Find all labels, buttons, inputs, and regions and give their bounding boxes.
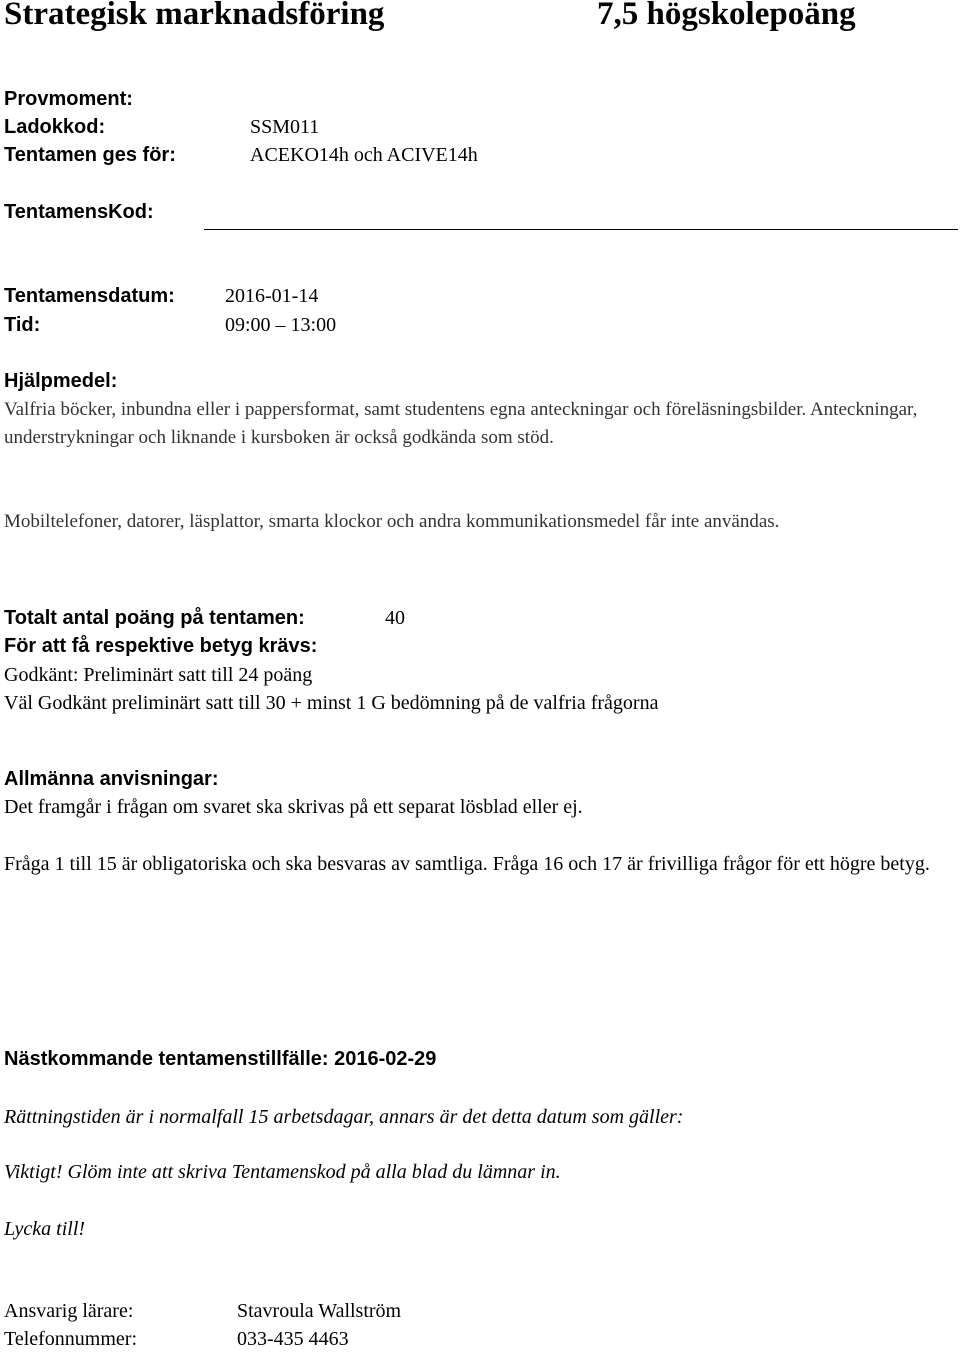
time-value: 09:00 – 13:00 <box>225 314 337 336</box>
aids-heading: Hjälpmedel: <box>4 370 118 392</box>
time-label: Tid: <box>4 314 41 336</box>
exam-code-field[interactable] <box>204 229 958 230</box>
instructions-line-2: Fråga 1 till 15 är obligatoriska och ska besvaras av samtliga. Fråga 16 och 17 är frivilliga frågor för ett högre betyg. <box>4 853 930 875</box>
date-label: Tentamensdatum: <box>4 285 175 307</box>
ladokkod-label: Ladokkod: <box>4 116 106 138</box>
given-for-label: Tentamen ges för: <box>4 144 176 166</box>
aids-paragraph-2: Mobiltelefoner, datorer, läsplattor, smarta klockor och andra kommunikationsmedel får inte användas. <box>4 511 780 532</box>
teacher-name: Stavroula Wallström <box>237 1300 402 1322</box>
good-luck: Lycka till! <box>4 1218 86 1240</box>
distinction-requirement: Väl Godkänt preliminärt satt till 30 + minst 1 G bedömning på de valfria frågorna <box>4 692 659 714</box>
instructions-line-1: Det framgår i frågan om svaret ska skrivas på ett separat lösblad eller ej. <box>4 796 583 818</box>
pass-requirement: Godkänt: Preliminärt satt till 24 poäng <box>4 664 313 686</box>
provmoment-label: Provmoment: <box>4 88 133 110</box>
date-value: 2016-01-14 <box>225 285 319 307</box>
teacher-label: Ansvarig lärare: <box>4 1300 134 1322</box>
phone-number: 033-435 4463 <box>237 1328 349 1350</box>
grade-requirements-label: För att få respektive betyg krävs: <box>4 635 318 657</box>
instructions-heading: Allmänna anvisningar: <box>4 768 219 790</box>
correction-note: Rättningstiden är i normalfall 15 arbetsdagar, annars är det detta datum som gäller: <box>4 1106 684 1128</box>
aids-paragraph-1: Valfria böcker, inbundna eller i pappersformat, samt studentens egna anteckningar och föreläsningsbilder. Anteckningar, understrykningar och liknande i kursboken är också godkända som stöd. <box>4 399 918 448</box>
exam-code-label: TentamensKod: <box>4 201 154 223</box>
phone-label: Telefonnummer: <box>4 1328 137 1350</box>
given-for-value: ACEKO14h och ACIVE14h <box>250 144 478 166</box>
total-points-value: 40 <box>385 607 405 629</box>
ladokkod-value: SSM011 <box>250 116 320 138</box>
next-exam-date: Nästkommande tentamenstillfälle: 2016-02-29 <box>4 1048 437 1070</box>
reminder-note: Viktigt! Glöm inte att skriva Tentamenskod på alla blad du lämnar in. <box>4 1161 561 1183</box>
credits: 7,5 högskolepoäng <box>597 0 856 32</box>
total-points-label: Totalt antal poäng på tentamen: <box>4 607 305 629</box>
course-title: Strategisk marknadsföring <box>4 0 385 32</box>
